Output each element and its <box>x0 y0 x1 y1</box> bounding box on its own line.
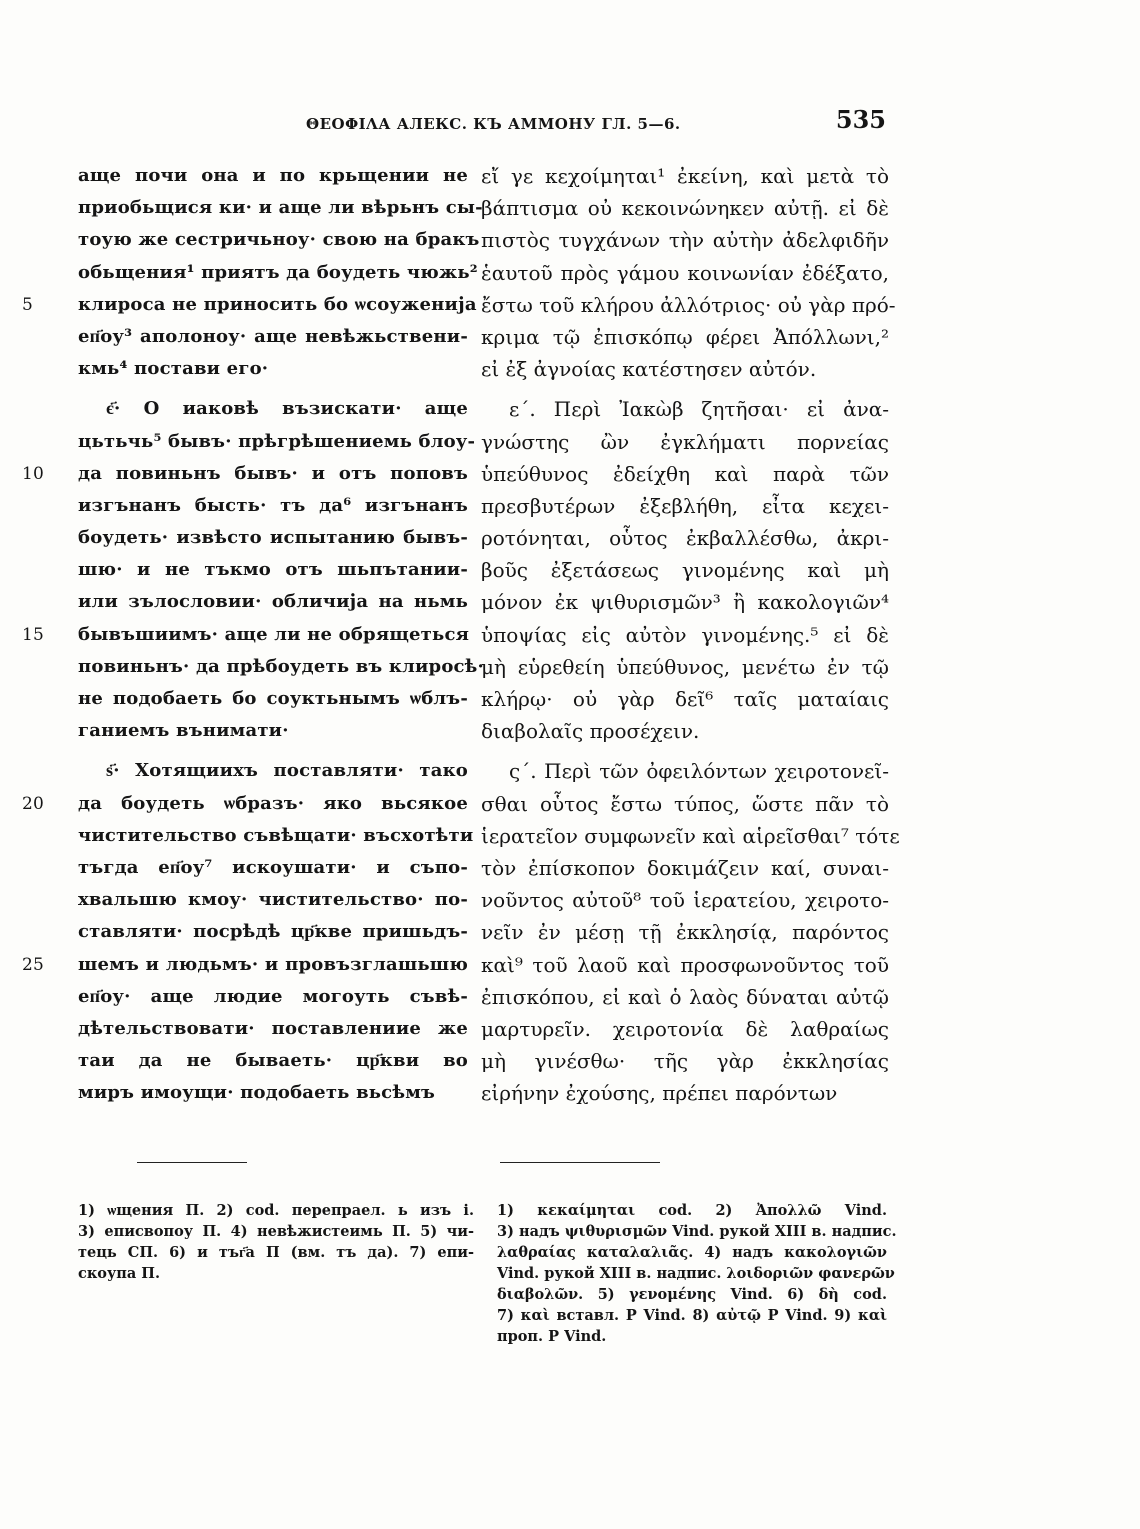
slavonic-line: ганиемъ вънимати· <box>78 720 289 742</box>
slavonic-line: цьтьчь⁵ бывъ· прѣгрѣшениемь блоу- <box>78 430 476 452</box>
footnote-line: 1) ѡщения П. 2) cod. перепраел. ь изъ і. <box>78 1202 474 1219</box>
line-number: 10 <box>22 463 45 484</box>
slavonic-line: хвальшю кмоу· чистительство· по- <box>78 889 468 911</box>
slavonic-line: или зълословии· обличија на ньмь <box>78 591 468 613</box>
footnote-line: скоупа П. <box>78 1265 161 1282</box>
slavonic-line: аще почи она и по крьщении не <box>78 165 468 186</box>
greek-line: ὑποψίας εἰς αὐτὸν γινομένης.⁵ εἰ δὲ <box>481 622 889 647</box>
slavonic-line: бывъшиимъ· аще ли не обрящеться 15 <box>78 619 468 651</box>
line-number: 20 <box>22 793 45 814</box>
greek-line: ἱερατεῖον συμφωνεῖν καὶ αἱρεῖσθαι⁷ τότε <box>481 823 900 848</box>
page-number: 535 <box>835 105 886 134</box>
slavonic-text-column <box>22 160 485 1109</box>
footnotes-greek <box>497 1200 897 1347</box>
slavonic-line: шемъ и людьмъ· и провъзглашьшю 25 <box>78 949 468 981</box>
footnote-line: λαθραίας καταλαλιᾶς. 4) надъ κακολογιῶν <box>497 1244 887 1261</box>
footnote-line: проп. P Vind. <box>497 1328 607 1345</box>
footnote-rule-right <box>500 1162 660 1163</box>
greek-line: εἰρήνην ἐχούσης, πρέπει παρόντων <box>481 1081 838 1106</box>
slavonic-line: шю· и не тъкмо отъ шьпътании- <box>78 559 468 581</box>
greek-text-column <box>481 160 900 1109</box>
greek-line: καὶ⁹ τοῦ λαοῦ καὶ προσφωνοῦντος τοῦ <box>481 952 889 977</box>
slavonic-line: ѕ҃· Хотящиихъ поставляти· тако <box>106 760 468 782</box>
footnote-line: 7) καὶ вставл. P Vind. 8) αὐτῷ P Vind. 9) καὶ <box>497 1307 887 1324</box>
slavonic-line: чистительство съвѣщати· въсхотѣти <box>78 824 474 846</box>
slavonic-line: миръ имоущи· подобаеть вьсѣмъ <box>78 1082 436 1104</box>
greek-line: ἑαυτοῦ πρὸς γάμου κοινωνίαν ἐδέξατο, <box>481 260 889 285</box>
greek-line: νεῖν ἐν μέσῃ τῇ ἐκκλησίᾳ, παρόντος <box>481 920 889 945</box>
slavonic-line: тъгда еп҃оу⁷ искоушати· и съпо- <box>78 856 468 878</box>
greek-line: νοῦντος αὐτοῦ⁸ τοῦ ἱερατείου, χειροτο- <box>481 888 889 913</box>
footnote-line: 3) еписвопоу П. 4) невѣжистеимь П. 5) чи- <box>78 1223 474 1240</box>
slavonic-line: кмь⁴ постави его· <box>78 358 269 380</box>
line-number: 5 <box>22 294 34 315</box>
greek-line: βοῦς ἐξετάσεως γινομένης καὶ μὴ <box>481 558 889 583</box>
footnote-line: 3) надъ ψιθυρισμῶν Vind. рукой XIII в. надпис. <box>497 1223 897 1240</box>
line-number: 25 <box>22 954 45 975</box>
footnote-line: 1) κεκαίμηται cod. 2) Ἀπολλῶ Vind. <box>497 1202 887 1219</box>
slavonic-line: приобьщися ки· и аще ли вѣрьнъ сы- <box>78 197 483 219</box>
slavonic-line: клироса не приносить бо ѡсоуженија 5 <box>78 289 468 321</box>
page-header <box>78 105 890 141</box>
slavonic-line: обьщения¹ приятъ да боудеть чюжь² <box>78 261 478 283</box>
greek-line: πιστὸς τυγχάνων τὴν αὐτὴν ἀδελφιδῆν <box>481 228 889 253</box>
greek-line: ε΄. Περὶ Ἰακὼβ ζητῆσαι· εἰ ἀνα- <box>509 397 889 422</box>
slavonic-line: дѣтельствовати· поставлениие же <box>78 1017 468 1039</box>
greek-line: ὑπεύθυνος ἐδείχθη καὶ παρὰ τῶν <box>481 461 889 486</box>
greek-line: μόνον ἐκ ψιθυρισμῶν³ ἢ κακολογιῶν⁴ <box>481 590 889 615</box>
greek-line: κλήρῳ· οὐ γὰρ δεῖ⁶ ταῖς ματαίαις <box>481 687 889 711</box>
slavonic-line: тоую же сестричьноу· свою на бракъ <box>78 229 480 251</box>
greek-line: πρεσβυτέρων ἐξεβλήθη, εἶτα κεχει- <box>481 493 889 518</box>
greek-line: μὴ εὑρεθείη ὑπεύθυνος, μενέτω ἐν τῷ <box>481 654 889 679</box>
footnote-line: διαβολῶν. 5) γενομένης Vind. 6) δὴ cod. <box>497 1286 887 1303</box>
slavonic-line: еп҃оу· аще людие могоуть съвѣ- <box>78 985 468 1007</box>
running-title: ΘΕΟΦΙΛА АЛЕКС. КЪ АММОНУ ГЛ. 5—6. <box>306 115 681 133</box>
slavonic-line: еп҃оу³ аполоноу· аще невѣжьствени- <box>78 325 468 347</box>
greek-line: τὸν ἐπίσκοπον δοκιμάζειν καί, συναι- <box>481 855 889 880</box>
greek-line: ροτόνηται, οὗτος ἐκβαλλέσθω, ἀκρι- <box>481 526 889 551</box>
slavonic-line: изгънанъ бысть· тъ да⁶ изгънанъ <box>78 494 468 516</box>
slavonic-line: не подобаеть бо соуктьнымъ ѡблъ- <box>78 688 468 709</box>
slavonic-line: да повиньнъ бывъ· и отъ поповъ 10 <box>78 458 468 490</box>
footnote-line: Vind. рукой XIII в. надпис. λοιδοριῶν φανερῶν <box>497 1265 895 1282</box>
greek-line: γνώστης ὢν ἐγκλήματι πορνείας <box>481 429 889 454</box>
footnote-rule-left <box>137 1162 247 1163</box>
slavonic-line: повиньнъ· да прѣбоудеть въ клиросѣ· <box>78 655 485 677</box>
greek-line: εἰ ἐξ ἀγνοίας κατέστησεν αὐτόν. <box>481 357 817 382</box>
greek-line: ς΄. Περὶ τῶν ὀφειλόντων χειροτονεῖ- <box>509 759 889 784</box>
greek-line: κριμα τῷ ἐπισκόπῳ φέρει Ἀπόλλωνι,² <box>481 324 889 349</box>
slavonic-line: ставляти· посрѣдѣ цр҃кве пришьдъ- <box>78 921 468 943</box>
greek-line: ἔστω τοῦ κλήρου ἀλλότριος· οὐ γὰρ πρό- <box>481 292 896 317</box>
line-number: 15 <box>22 624 45 645</box>
slavonic-line: є҃· О иаковѣ възискати· аще <box>106 398 468 420</box>
greek-line: μαρτυρεῖν. χειροτονία δὲ λαθραίως <box>481 1016 889 1041</box>
greek-line: μὴ γινέσθω· τῆς γὰρ ἐκκλησίας <box>481 1049 889 1074</box>
slavonic-line: таи да не бываеть· цр҃кви во <box>78 1050 468 1072</box>
greek-line: εἴ γε κεχοίμηται¹ ἐκείνη, καὶ μετὰ τὸ <box>481 164 889 188</box>
greek-line: διαβολαῖς προσέχειν. <box>481 719 700 744</box>
slavonic-line: да боудеть ѡбразъ· яко вьсякое 20 <box>78 788 468 820</box>
slavonic-line: боудеть· извѣсто испытанию бывъ- <box>78 527 468 549</box>
greek-line: βάπτισμα οὐ κεκοινώνηκεν αὐτῇ. εἰ δὲ <box>481 196 889 221</box>
footnotes-slavonic <box>78 1200 474 1284</box>
footnote-line: тець СП. 6) и тъг҃а П (вм. тъ да). 7) епи- <box>78 1244 474 1261</box>
greek-line: σθαι οὗτος ἔστω τύπος, ὥστε πᾶν τὸ <box>481 791 889 816</box>
greek-line: ἐπισκόπου, εἰ καὶ ὁ λαὸς δύναται αὐτῷ <box>481 984 889 1009</box>
